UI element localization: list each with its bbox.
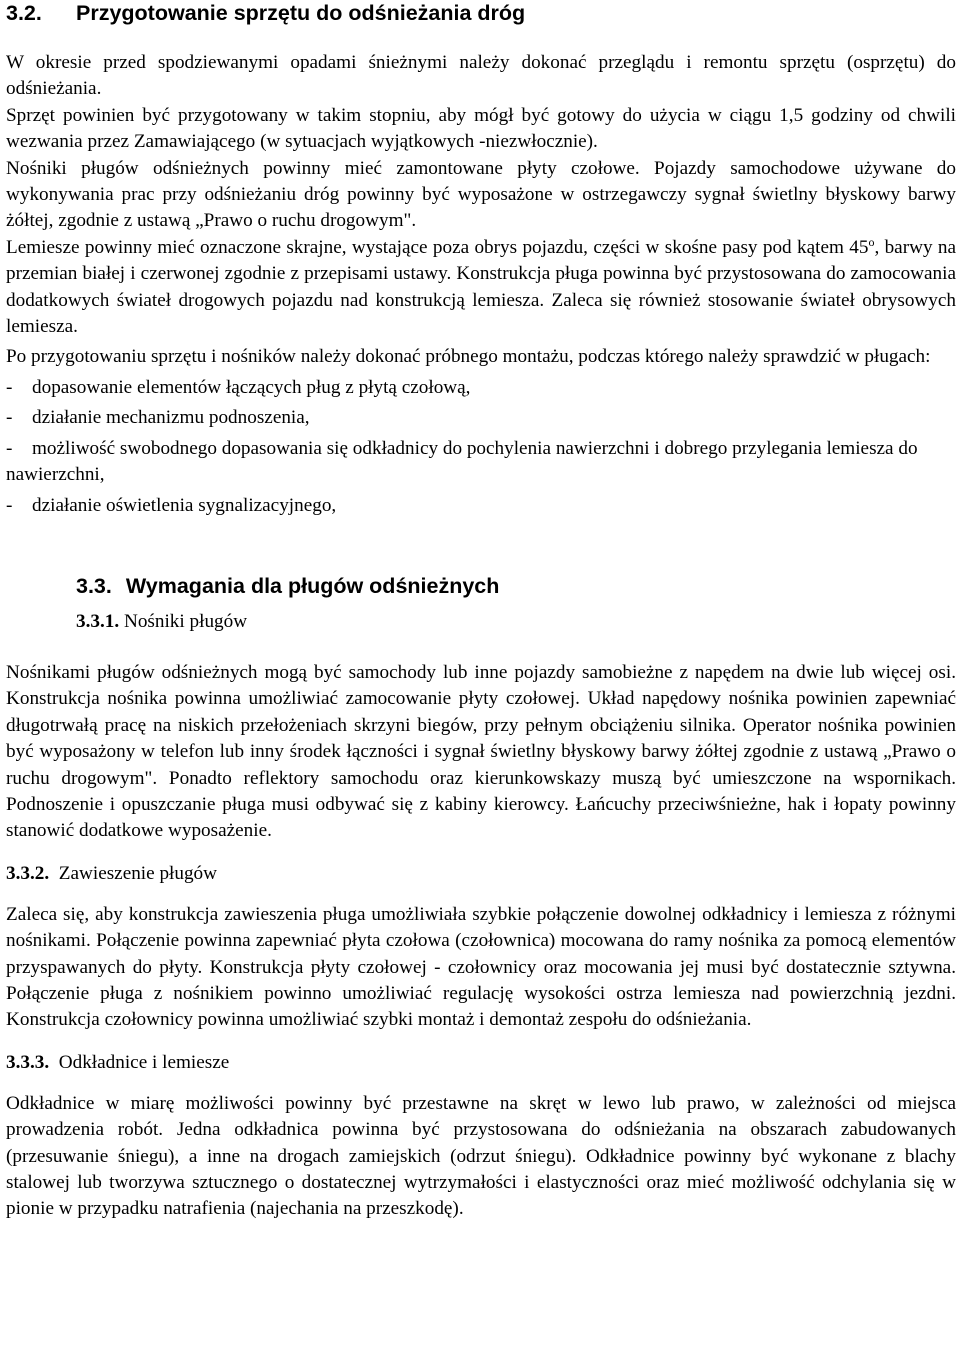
subsection-number: 3.3.1. <box>76 610 120 632</box>
section-heading-3-2 <box>6 0 956 26</box>
list-item <box>6 405 956 431</box>
subsection-heading-3-3-3 <box>6 1050 956 1076</box>
section-title: Wymagania dla pługów odśnieżnych <box>125 573 500 598</box>
section-number: 3.2. <box>6 1 42 25</box>
list-item <box>6 436 956 489</box>
checklist <box>6 375 956 519</box>
section-heading-3-3 <box>6 573 956 599</box>
list-item-text: działanie mechanizmu podnoszenia, <box>32 407 310 429</box>
section-number: 3.3. <box>76 573 112 598</box>
list-item-text: dopasowanie elementów łączących pług z płytą czołową, <box>32 376 471 398</box>
subsection-heading-3-3-1 <box>6 609 956 635</box>
list-item <box>6 493 956 519</box>
subsection-number: 3.3.2. <box>6 862 50 884</box>
subsection-number: 3.3.3. <box>6 1051 50 1073</box>
paragraph-lemiesze-part2: , barwy na przemian białej i czerwonej zgodnie z przepisami ustawy. Konstrukcja pługa powinna być przystosowana do zamocowania dodatkowych świateł drogowych pojazdu nad konstrukcją lemiesza. Zaleca się również stosowanie świateł obrysowych lemiesza. <box>6 236 957 338</box>
subsection-title: Odkładnice i lemiesze <box>58 1051 230 1073</box>
paragraph-proba-montazu: Po przygotowaniu sprzętu i nośników należy dokonać próbnego montażu, podczas którego należy sprawdzić w pługach: <box>6 346 931 368</box>
paragraph-przeglad: W okresie przed spodziewanymi opadami śnieżnymi należy dokonać przeglądu i remontu sprzętu (osprzętu) do odśnieżania. <box>6 52 956 100</box>
subsection-title: Zawieszenie pługów <box>58 862 218 884</box>
list-dash: - <box>6 376 13 398</box>
degree-sign: o <box>868 234 875 249</box>
list-item-text: możliwość swobodnego dopasowania się odkładnicy do pochylenia nawierzchni i dobrego przylegania lemiesza do nawierzchni, <box>6 437 918 486</box>
paragraph-nosniki-plugow: Nośnikami pługów odśnieżnych mogą być samochody lub inne pojazdy samobieżne z napędem na dwie lub więcej osi. Konstrukcja nośnika powinna umożliwiać zamocowanie płyty czołowej. Układ napędowy nośnika powinien zapewniać długotrwałą pracę na niskich przełożeniach skrzyni biegów, przy pełnym obciążeniu silnika. Operator nośnika powinien być wyposażony w telefon lub inny środek łączności i sygnał świetlny błyskowy barwy żółtej zgodnie z ustawą „Prawo o ruchu drogowym". Ponadto reflektory samochodu oraz kierunkowskazy muszą być umieszczone na wspornikach. Podnoszenie i opuszczanie pługa musi odbywać się z kabiny kierowcy. Łańcuchy przeciwśnieżne, hak i łopaty powinny stanowić dodatkowe wyposażenie. <box>6 661 956 842</box>
list-dash: - <box>6 407 13 429</box>
paragraph-lemiesze-part1: Lemiesze powinny mieć oznaczone skrajne, wystające poza obrys pojazdu, części w skośne pasy pod kątem 45 <box>6 236 869 258</box>
paragraph-gotowosc: Sprzęt powinien być przygotowany w takim stopniu, aby mógł być gotowy do użycia w ciągu 1,5 godziny od chwili wezwania przez Zamawiającego (w sytuacjach wyjątkowych -niezwłocznie). <box>6 104 956 153</box>
paragraph-lemiesze <box>6 235 956 341</box>
list-item-text: działanie oświetlenia sygnalizacyjnego, <box>32 494 337 516</box>
list-item <box>6 375 956 401</box>
list-dash: - <box>6 437 13 459</box>
paragraph-nosniki: Nośniki pługów odśnieżnych powinny mieć zamontowane płyty czołowe. Pojazdy samochodowe używane do wykonywania prac przy odśnieżaniu dróg powinny być wyposażone w ostrzegawczy sygnał świetlny błyskowy barwy żółtej, zgodnie z ustawą „Prawo o ruchu drogowym". <box>6 157 956 232</box>
section-title: Przygotowanie sprzętu do odśnieżania dróg <box>76 1 526 25</box>
subsection-heading-3-3-2 <box>6 861 956 887</box>
paragraph-zawieszenie: Zaleca się, aby konstrukcja zawieszenia pługa umożliwiała szybkie połączenie dowolnej odkładnicy i lemiesza z różnymi nośnikami. Połączenie powinna zapewniać płyta czołowa (czołownica) mocowana do ramy nośnika za pomocą elementów przyspawanych do płyty. Konstrukcja płyty czołowej - czołownicy oraz mocowania jej musi być dostatecznie sztywna. Połączenie pługa z nośnikiem powinno umożliwiać regulację wysokości ostrza lemiesza nad powierzchnią jezdni. Konstrukcja czołownicy powinna umożliwiać szybki montaż i demontaż zespołu do odśnieżania. <box>6 903 956 1031</box>
subsection-title: Nośniki pługów <box>123 610 248 632</box>
paragraph-odkladnice: Odkładnice w miarę możliwości powinny być przestawne na skręt w lewo lub prawo, w zależności od miejsca prowadzenia robót. Jedna odkładnica powinna być przystosowana do odśnieżania na obszarach zabudowanych (przesuwanie śniegu), a inne na drogach zamiejskich (odrzut śniegu). Odkładnice powinny być wykonane z blachy stalowej lub tworzywa sztucznego o dostatecznej wytrzymałości i elastyczności oraz mieć możliwość odchylania się w pionie w przypadku natrafienia (najechania na przeszkodę). <box>6 1092 956 1220</box>
list-dash: - <box>6 494 13 516</box>
